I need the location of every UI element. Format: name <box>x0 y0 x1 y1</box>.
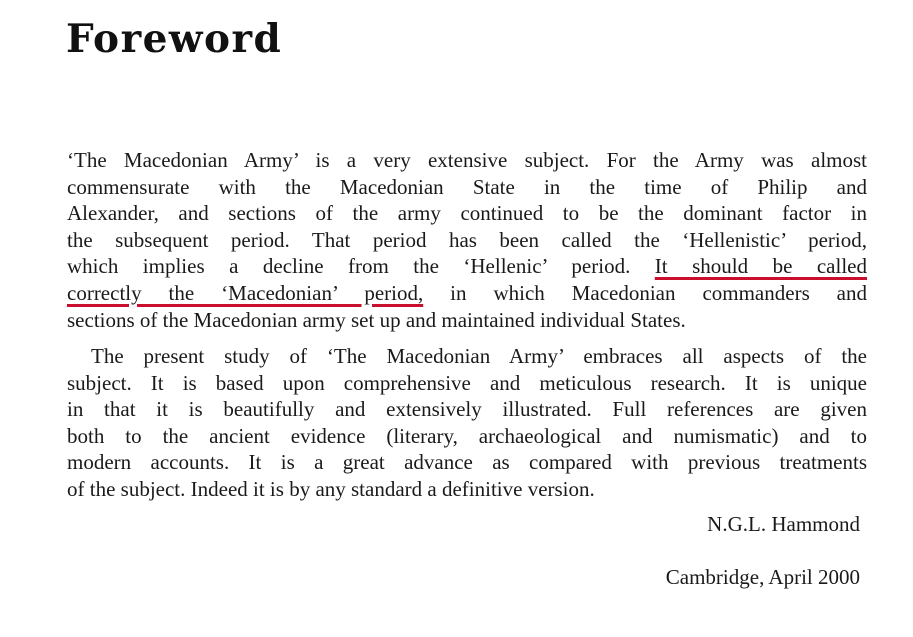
paragraph-2 <box>67 343 867 503</box>
text-line: in that it is beautifully and extensively illustrated. Full references are given <box>67 397 867 422</box>
text-line: modern accounts. It is a great advance as compared with previous treatments <box>67 450 867 475</box>
author-signature: N.G.L. Hammond <box>707 512 860 536</box>
text-line: ‘The Macedonian Army’ is a very extensive subject. For the Army was almost <box>67 148 867 172</box>
page-title: Foreword <box>66 16 283 62</box>
underlined-phrase: It should be called <box>654 254 867 279</box>
text-segment: in which Macedonian commanders and <box>450 280 868 305</box>
underlined-phrase: correctly the ‘Macedonian’ period, <box>67 280 424 305</box>
text-line: The present study of ‘The Macedonian Army’ embraces all aspects of the <box>91 344 867 368</box>
place-date: Cambridge, April 2000 <box>665 565 860 589</box>
text-line: both to the ancient evidence (literary, archaeological and numismatic) and to <box>67 423 867 448</box>
text-line: commensurate with the Macedonian State in the time of Philip and <box>67 174 867 199</box>
text-line: sections of the Macedonian army set up and maintained individual States. <box>67 307 686 332</box>
text-segment: which implies a decline from the ‘Hellenic’ period. <box>67 254 631 279</box>
text-line: subject. It is based upon comprehensive and meticulous research. It is unique <box>67 370 867 395</box>
text-line: the subsequent period. That period has been called the ‘Hellenistic’ period, <box>67 227 867 252</box>
paragraph-1 <box>67 147 867 333</box>
text-line <box>67 253 867 280</box>
text-line: Alexander, and sections of the army continued to be the dominant factor in <box>67 201 867 226</box>
text-line <box>67 280 867 307</box>
text-line: of the subject. Indeed it is by any standard a definitive version. <box>67 476 595 501</box>
